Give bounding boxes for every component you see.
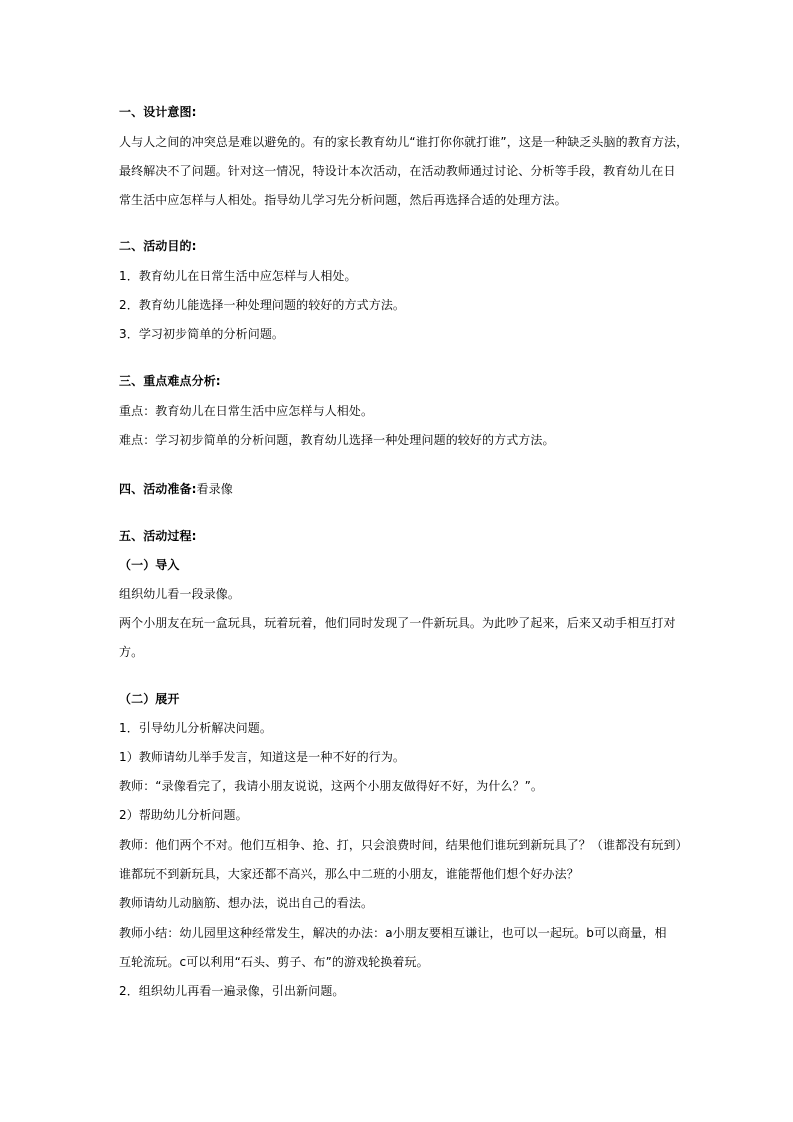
paragraph-line: 教师小结：幼儿园里这种经常发生，解决的办法：a小朋友要相互谦让，也可以一起玩。b可以商量，相 (119, 926, 667, 940)
list-item: 2．教育幼儿能选择一种处理问题的较好的方式方法。 (119, 298, 406, 312)
list-item: 1．教育幼儿在日常生活中应怎样与人相处。 (119, 269, 357, 283)
paragraph-line: 组织幼儿看一段录像。 (119, 587, 241, 601)
paragraph-line: 教师：他们两个不对。他们互相争、抢、打，只会浪费时间，结果他们谁玩到新玩具了？（谁都没有玩到） (119, 838, 688, 852)
paragraph-line: 互轮流玩。c可以利用“石头、剪子、布”的游戏轮换着玩。 (119, 955, 429, 969)
section-heading-key-difficulty: 三、重点难点分析: (119, 374, 221, 388)
section-heading-activity-process: 五、活动过程: (119, 529, 197, 543)
subsection-title-development: （二）展开 (119, 692, 180, 706)
paragraph-line: 1．引导幼儿分析解决问题。 (119, 721, 272, 735)
section-heading-design-intent: 一、设计意图: (119, 105, 197, 119)
paragraph-line: 教师请幼儿动脑筋、想办法，说出自己的看法。 (119, 896, 374, 910)
section-heading-preparation: 四、活动准备: (119, 482, 197, 496)
paragraph-line: 两个小朋友在玩一盒玩具，玩着玩着，他们同时发现了一件新玩具。为此吵了起来，后来又动手相互打对 (119, 616, 676, 630)
subsection-title-intro: （一）导入 (119, 558, 180, 572)
paragraph-line: 常生活中应怎样与人相处。指导幼儿学习先分析问题，然后再选择合适的处理方法。 (119, 193, 567, 207)
paragraph-line: 方。 (119, 645, 144, 659)
paragraph-line: 2．组织幼儿再看一遍录像，引出新问题。 (119, 984, 345, 998)
paragraph-line: 教师：“录像看完了，我请小朋友说说，这两个小朋友做得好不好，为什么？”。 (119, 779, 544, 793)
key-point-line: 重点：教育幼儿在日常生活中应怎样与人相处。 (119, 404, 374, 418)
list-item: 3．学习初步简单的分析问题。 (119, 327, 285, 341)
preparation-text: 看录像 (196, 482, 233, 496)
section-heading-activity-goals: 二、活动目的: (119, 239, 197, 253)
paragraph-line: 人与人之间的冲突总是难以避免的。有的家长教育幼儿“谁打你你就打谁”，这是一种缺乏头脑的教育方法， (119, 135, 689, 149)
paragraph-line: 2）帮助幼儿分析问题。 (119, 808, 248, 822)
paragraph-line: 1）教师请幼儿举手发言，知道这是一种不好的行为。 (119, 750, 406, 764)
preparation-line (119, 481, 233, 497)
paragraph-line: 最终解决不了问题。针对这一情况，特设计本次活动，在活动教师通过讨论、分析等手段，教育幼儿在日 (119, 164, 676, 178)
difficulty-line: 难点：学习初步简单的分析问题，教育幼儿选择一种处理问题的较好的方式方法。 (119, 433, 555, 447)
paragraph-line: 谁都玩不到新玩具，大家还都不高兴，那么中二班的小朋友，谁能帮他们想个好办法？ (119, 867, 579, 881)
